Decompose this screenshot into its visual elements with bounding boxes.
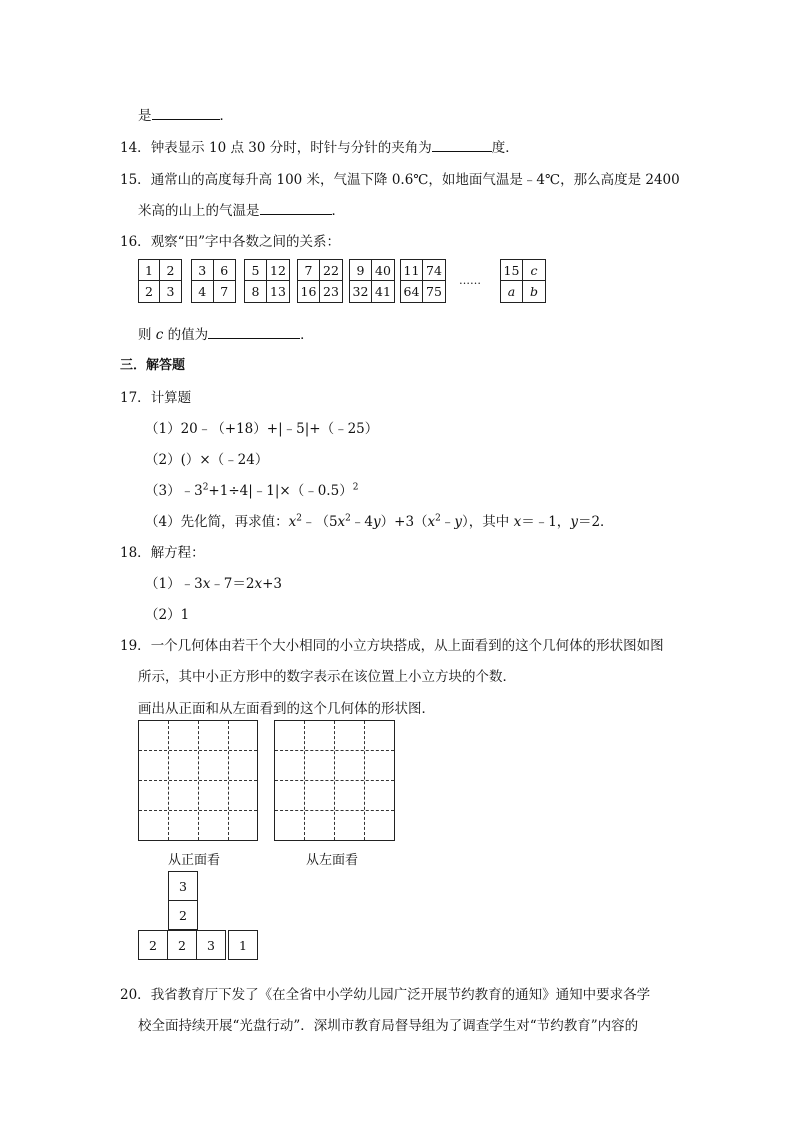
q13-text: 是 — [138, 108, 152, 124]
grid-cell: 11 — [401, 260, 423, 281]
q17-p4-e: ﹣ — [440, 514, 455, 530]
q16-end: ． — [300, 327, 314, 343]
var: x — [337, 514, 346, 530]
question-16 — [120, 230, 340, 250]
q20-text-1: 我省教育厅下发了《在全省中小学幼儿园广泛开展节约教育的通知》通知中要求各学 — [150, 987, 651, 1003]
grid-cell: 8 — [245, 281, 267, 302]
q18-part-1 — [145, 572, 282, 592]
q14-answer-blank[interactable] — [432, 137, 492, 152]
grid-cell: 75 — [426, 284, 442, 299]
question-20-line1 — [120, 983, 650, 1003]
top-view-cell: 2 — [167, 930, 197, 960]
grid-cell: 41 — [375, 284, 391, 299]
q16-text: 观察“田”字中各数之间的关系： — [150, 234, 340, 250]
var: x — [427, 514, 436, 530]
question-18 — [120, 541, 205, 561]
grid-cell: 40 — [372, 260, 394, 281]
grid-cell: a — [501, 281, 523, 302]
q17-part-3 — [145, 479, 358, 499]
grid-cell: 15 — [501, 260, 523, 281]
grid-cell: c — [523, 260, 545, 281]
q16-ellipsis: …… — [459, 274, 481, 287]
top-view-cell: 1 — [228, 930, 258, 960]
grid-cell: 4 — [192, 281, 214, 302]
q16-answer-post: 的值为 — [163, 327, 209, 343]
var: x — [288, 514, 297, 530]
q17-p3-sup1: 2 — [202, 482, 209, 493]
q17-part-2: （2）(）×（﹣24） — [145, 452, 269, 468]
question-14 — [120, 136, 519, 156]
q15-end: ． — [331, 203, 345, 219]
grid-cell: 74 — [423, 260, 445, 281]
q14-end: 度． — [491, 140, 519, 156]
q18-p1-a: （1）﹣3 — [145, 576, 203, 592]
q17-p4-a: （4）先化简，再求值： — [145, 514, 289, 530]
question-15-line2 — [138, 199, 345, 219]
q15-answer-blank[interactable] — [260, 200, 332, 215]
q16-answer-blank[interactable] — [208, 324, 300, 339]
grid-cell: 7 — [298, 260, 320, 281]
sup: 2 — [435, 513, 441, 524]
q17-p3-sup2: 2 — [352, 482, 359, 493]
q17-number: 17． — [120, 390, 151, 406]
var: y — [373, 514, 381, 530]
tian-grid-3 — [244, 259, 290, 303]
grid-cell: 6 — [214, 260, 236, 281]
q15-text-2: 米高的山上的气温是 — [138, 203, 260, 219]
q13-end: ． — [219, 108, 233, 124]
q17-title: 计算题 — [150, 390, 192, 406]
q18-p1-b: ﹣7＝2 — [210, 576, 255, 592]
grid-cell: 1 — [139, 260, 160, 281]
q14-number: 14． — [120, 140, 151, 156]
grid-cell: 32 — [350, 281, 372, 302]
grid-cell: 3 — [192, 260, 214, 281]
var: x — [254, 576, 263, 592]
q17-p4-b: ﹣（5 — [301, 514, 338, 530]
grid-cell: 12 — [267, 260, 289, 281]
q16-answer-pre: 则 — [138, 327, 156, 343]
q20-number: 20． — [120, 987, 151, 1003]
tian-grid-last — [500, 259, 546, 303]
q17-p4-f: ），其中 — [462, 514, 514, 530]
q17-part-1: （1）20﹣（+18）+|﹣5|+（﹣25） — [145, 421, 379, 437]
section-title: 三．解答题 — [120, 358, 186, 373]
q19-text-1: 一个几何体由若干个大小相同的小立方块搭成，从上面看到的这个几何体的形状图如图 — [150, 638, 664, 654]
q16-answer-line — [138, 323, 314, 343]
var: y — [570, 514, 578, 530]
q20-text-2: 校全面持续开展“光盘行动”．深圳市教育局督导组为了调查学生对“节约教育”内容的 — [138, 1018, 639, 1034]
top-view-cell: 2 — [168, 900, 198, 930]
q19-text-3: 画出从正面和从左面看到的这个几何体的形状图． — [138, 701, 435, 717]
q19-number: 19． — [120, 638, 151, 654]
q18-number: 18． — [120, 545, 151, 561]
q17-p4-h: ＝2． — [577, 514, 614, 530]
grid-cell: 7 — [220, 284, 229, 299]
q19-text-2: 所示，其中小正方形中的数字表示在该位置上小立方块的个数． — [138, 669, 516, 685]
q17-p3-b: +1÷4|﹣1|×（﹣0.5） — [208, 483, 353, 499]
tian-grid-2 — [191, 259, 236, 303]
question-17 — [120, 386, 191, 406]
grid-cell: 2 — [139, 281, 160, 302]
tian-grid-6 — [400, 259, 446, 303]
q18-p1-c: +3 — [262, 576, 283, 592]
grid-cell: b — [529, 284, 538, 299]
q13-tail — [138, 104, 233, 124]
front-view-label: 从正面看 — [168, 853, 221, 868]
q17-p4-c: ﹣4 — [350, 514, 373, 530]
q18-part-2: （2）1 — [145, 607, 190, 623]
var: y — [454, 514, 463, 530]
grid-cell: 2 — [160, 260, 181, 281]
tian-grid-4 — [297, 259, 343, 303]
top-view-cell: 3 — [196, 930, 226, 960]
q16-var-c: c — [155, 327, 164, 343]
grid-cell: 5 — [245, 260, 267, 281]
q17-p4-d: ）+3（ — [380, 514, 428, 530]
question-19-line1 — [120, 634, 664, 654]
top-view-cell: 3 — [168, 871, 198, 901]
q13-answer-blank[interactable] — [152, 105, 220, 120]
q14-text: 钟表显示 10 点 30 分时，时针与分针的夹角为 — [150, 140, 432, 156]
grid-cell: 64 — [401, 281, 423, 302]
tian-grid-5 — [349, 259, 395, 303]
grid-cell: 22 — [320, 260, 342, 281]
q15-number: 15． — [120, 172, 151, 188]
top-view-cell: 2 — [138, 930, 168, 960]
left-view-label: 从左面看 — [306, 853, 359, 868]
front-view-grid[interactable] — [138, 720, 258, 841]
q15-text-1: 通常山的高度每升高 100 米，气温下降 0.6℃，如地面气温是﹣4℃，那么高度是 2400 — [150, 172, 680, 188]
q17-part-4 — [145, 510, 614, 530]
q17-p4-g: ＝﹣1， — [521, 514, 571, 530]
question-15-line1 — [120, 168, 680, 188]
tian-grid-1 — [138, 259, 182, 303]
grid-cell: 9 — [350, 260, 372, 281]
grid-cell: 3 — [166, 284, 175, 299]
left-view-grid[interactable] — [274, 720, 395, 841]
grid-cell: 23 — [323, 284, 339, 299]
sup: 2 — [345, 513, 351, 524]
q16-number: 16． — [120, 234, 151, 250]
sup: 2 — [296, 513, 302, 524]
q18-title: 解方程： — [150, 545, 205, 561]
q17-p3-a: （3）﹣3 — [145, 483, 203, 499]
grid-cell: 13 — [270, 284, 286, 299]
grid-cell: 16 — [298, 281, 320, 302]
var: x — [202, 576, 211, 592]
var: x — [513, 514, 522, 530]
